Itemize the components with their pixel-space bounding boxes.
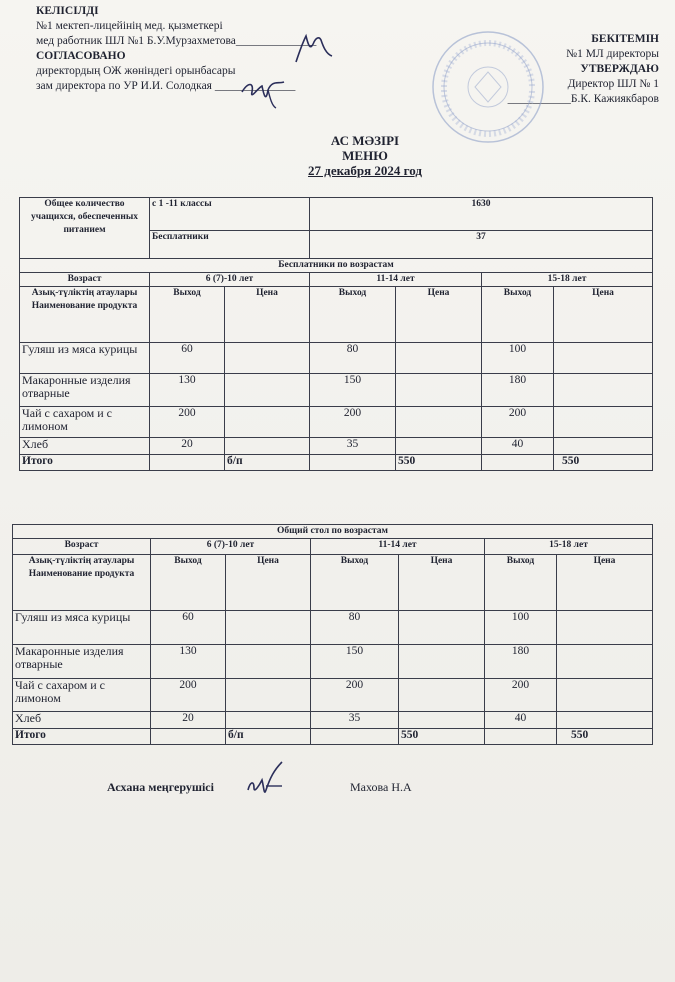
price-header: Цена: [399, 555, 485, 611]
output-value: 40: [485, 712, 557, 729]
output-value: 200: [150, 407, 225, 438]
product-column-header: Азық-түліктің атаулары Наименование продукта: [13, 555, 151, 611]
total-price-2: 550: [399, 729, 485, 745]
output-value: 100: [485, 611, 557, 645]
price-header: Цена: [396, 287, 482, 343]
table-row: [20, 374, 653, 407]
nurse-signature-icon: [292, 32, 336, 66]
price-header: Цена: [225, 287, 310, 343]
school-stamp-icon: [430, 28, 546, 146]
output-value: 60: [151, 611, 226, 645]
output-value: 200: [151, 679, 226, 712]
totals-label: Итого: [20, 455, 150, 471]
nurse-title-kz: №1 мектеп-лицейінің мед. қызметкері: [36, 20, 223, 32]
nurse-name: мед работник ШЛ №1 Б.У.Мурзахметова______________: [36, 35, 317, 47]
product-name: Гуляш из мяса курицы: [13, 611, 151, 645]
table-row: [13, 712, 653, 729]
age-group-3: 15-18 лет: [485, 539, 653, 555]
age-label: Возраст: [20, 273, 150, 287]
menu-date: 27 декабря 2024 год: [308, 163, 422, 178]
free-value: 37: [310, 231, 653, 259]
output-header: Выход: [482, 287, 554, 343]
table-row: [13, 645, 653, 679]
output-header: Выход: [310, 287, 396, 343]
output-value: 20: [150, 438, 225, 455]
output-header: Выход: [485, 555, 557, 611]
section-title: Общий стол по возрастам: [13, 525, 653, 539]
age-group-1: 6 (7)-10 лет: [150, 273, 310, 287]
totals-label: Итого: [13, 729, 151, 745]
output-value: 80: [310, 343, 396, 374]
output-value: 130: [151, 645, 226, 679]
total-price-1: б/п: [226, 729, 311, 745]
output-value: 200: [311, 679, 399, 712]
menu-title-kz: АС МӘЗІРІ: [330, 133, 400, 148]
agreed-heading: КЕЛІСІЛДІ: [36, 5, 99, 17]
output-value: 20: [151, 712, 226, 729]
output-value: 100: [482, 343, 554, 374]
total-price-3: 550: [557, 729, 653, 745]
output-value: 60: [150, 343, 225, 374]
free-label: Бесплатники: [150, 231, 310, 259]
section-title: Бесплатники по возрастам: [20, 259, 653, 273]
approve-heading-kz: БЕКІТЕМІН: [591, 33, 659, 45]
output-value: 35: [310, 438, 396, 455]
total-price-3: 550: [554, 455, 653, 471]
table-row: [20, 407, 653, 438]
output-value: 180: [485, 645, 557, 679]
output-value: 80: [311, 611, 399, 645]
output-value: 200: [310, 407, 396, 438]
price-header: Цена: [557, 555, 653, 611]
age-group-1: 6 (7)-10 лет: [151, 539, 311, 555]
classes-value: 1630: [310, 198, 653, 231]
table-row: [20, 343, 653, 374]
product-name: Гуляш из мяса курицы: [20, 343, 150, 374]
deputy-name: зам директора по УР И.И. Солодкая ______________: [36, 80, 296, 92]
output-value: 150: [310, 374, 396, 407]
director-name: ___________Б.К. Кажиякбаров: [507, 93, 659, 105]
canteen-head-signature-icon: [242, 760, 288, 806]
output-value: 40: [482, 438, 554, 455]
product-name: Чай с сахаром и с лимоном: [13, 679, 151, 712]
age-group-2: 11-14 лет: [310, 273, 482, 287]
deputy-signature-icon: [238, 76, 290, 110]
price-header: Цена: [554, 287, 653, 343]
totals-row: [20, 455, 653, 471]
deputy-title-kz: директордың ОЖ жөніндегі орынбасары: [36, 65, 236, 77]
total-price-2: 550: [396, 455, 482, 471]
approve-heading-ru: УТВЕРЖДАЮ: [580, 63, 659, 75]
totals-row: [13, 729, 653, 745]
free-meals-table: [19, 197, 653, 471]
general-table: [12, 524, 653, 745]
table-row: [13, 679, 653, 712]
output-header: Выход: [150, 287, 225, 343]
output-header: Выход: [151, 555, 226, 611]
product-name: Макаронные изделия отварные: [13, 645, 151, 679]
product-name: Хлеб: [13, 712, 151, 729]
canteen-head-role: Асхана меңгерушісі: [107, 780, 214, 794]
age-group-2: 11-14 лет: [311, 539, 485, 555]
director-title-kz: №1 МЛ директоры: [566, 48, 659, 60]
product-name: Хлеб: [20, 438, 150, 455]
product-name: Макаронные изделия отварные: [20, 374, 150, 407]
product-name: Чай с сахаром и с лимоном: [20, 407, 150, 438]
output-value: 35: [311, 712, 399, 729]
total-price-1: б/п: [225, 455, 310, 471]
price-header: Цена: [226, 555, 311, 611]
canteen-head-name: Махова Н.А: [350, 780, 412, 794]
table-row: [20, 438, 653, 455]
coordinated-heading: СОГЛАСОВАНО: [36, 50, 126, 62]
output-value: 200: [485, 679, 557, 712]
age-group-3: 15-18 лет: [482, 273, 653, 287]
menu-title-ru: МЕНЮ: [342, 148, 388, 163]
age-label: Возраст: [13, 539, 151, 555]
table-row: [13, 611, 653, 645]
total-students-label: Общее количество учащихся, обеспеченных питанием: [20, 198, 150, 259]
director-title-ru: Директор ШЛ № 1: [567, 78, 659, 90]
output-header: Выход: [311, 555, 399, 611]
menu-title-block: [0, 133, 675, 178]
product-column-header: Азық-түліктің атаулары Наименование продукта: [20, 287, 150, 343]
output-value: 150: [311, 645, 399, 679]
output-value: 200: [482, 407, 554, 438]
classes-label: с 1 -11 классы: [150, 198, 310, 231]
output-value: 180: [482, 374, 554, 407]
output-value: 130: [150, 374, 225, 407]
